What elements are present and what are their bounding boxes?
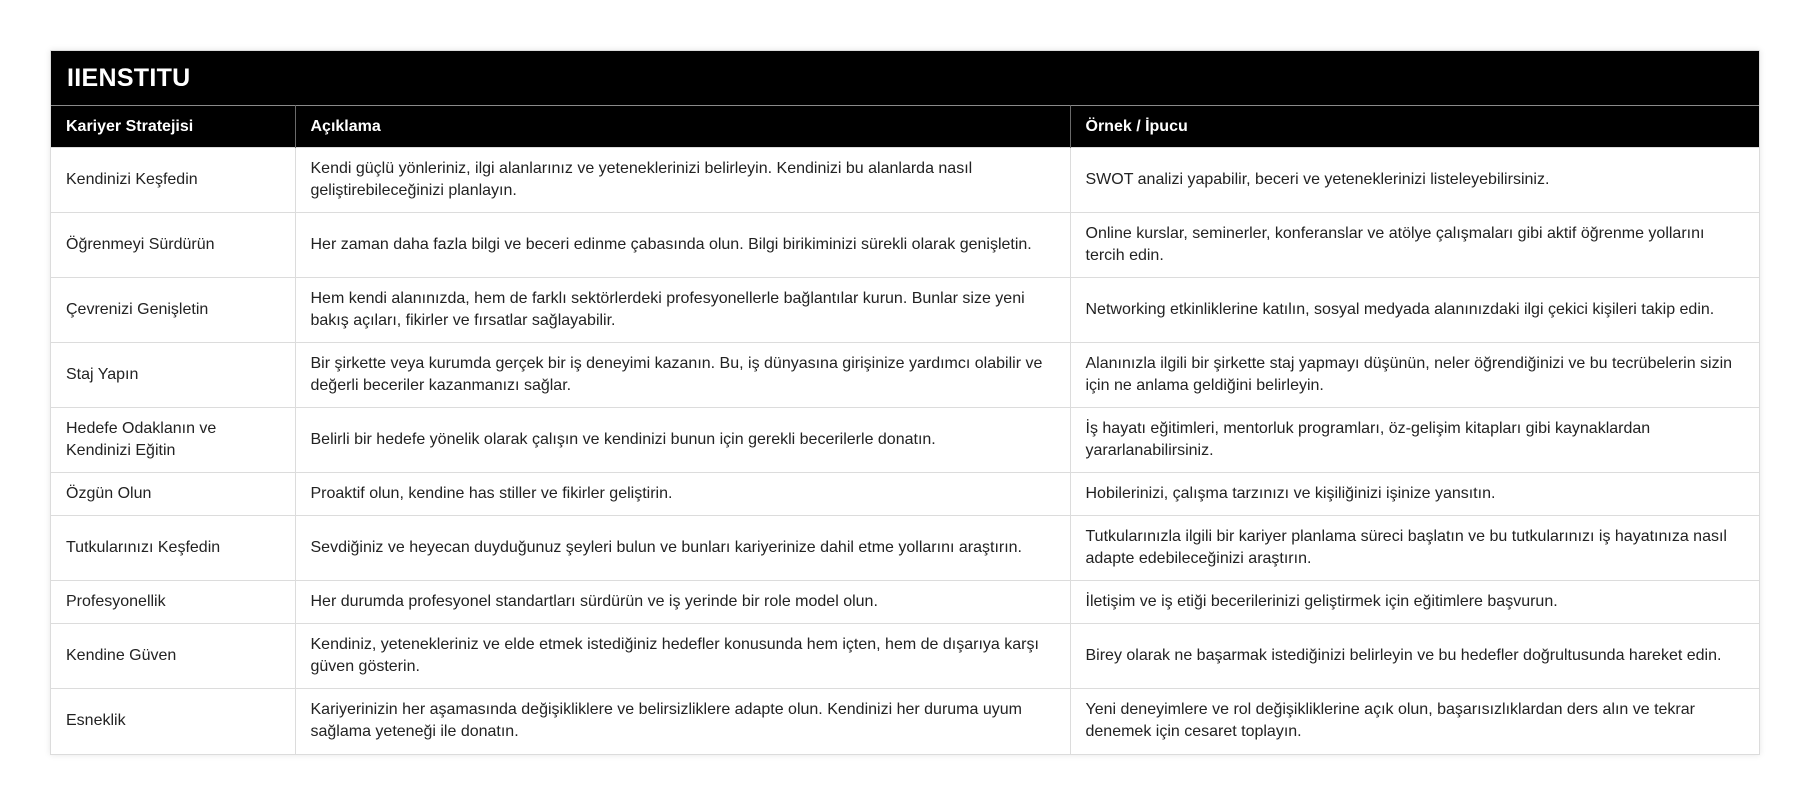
header-row	[51, 106, 1759, 148]
column-header-description: Açıklama	[295, 106, 1070, 148]
column-header-strategy: Kariyer Stratejisi	[51, 106, 295, 148]
career-strategies-table	[50, 50, 1760, 755]
table-row	[51, 213, 1759, 278]
strategy-cell: Özgün Olun	[51, 473, 295, 516]
tip-cell: Tutkularınızla ilgili bir kariyer planlama süreci başlatın ve bu tutkularınızı iş hayatınıza nasıl adapte edebileceğinizi araştırın.	[1070, 516, 1759, 581]
strategy-cell: Profesyonellik	[51, 581, 295, 624]
strategy-cell: Staj Yapın	[51, 343, 295, 408]
description-cell: Her zaman daha fazla bilgi ve beceri edinme çabasında olun. Bilgi birikiminizi sürekli olarak genişletin.	[295, 213, 1070, 278]
strategy-cell: Kendine Güven	[51, 624, 295, 689]
strategy-cell: Öğrenmeyi Sürdürün	[51, 213, 295, 278]
description-cell: Sevdiğiniz ve heyecan duyduğunuz şeyleri bulun ve bunları kariyerinize dahil etme yollarını araştırın.	[295, 516, 1070, 581]
column-header-tip: Örnek / İpucu	[1070, 106, 1759, 148]
table-row	[51, 581, 1759, 624]
table-row	[51, 516, 1759, 581]
tip-cell: İletişim ve iş etiği becerilerinizi geliştirmek için eğitimlere başvurun.	[1070, 581, 1759, 624]
tip-cell: Online kurslar, seminerler, konferanslar ve atölye çalışmaları gibi aktif öğrenme yollarını tercih edin.	[1070, 213, 1759, 278]
table-row	[51, 343, 1759, 408]
strategy-cell: Esneklik	[51, 689, 295, 754]
description-cell: Proaktif olun, kendine has stiller ve fikirler geliştirin.	[295, 473, 1070, 516]
strategy-cell: Hedefe Odaklanın ve Kendinizi Eğitin	[51, 408, 295, 473]
description-cell: Belirli bir hedefe yönelik olarak çalışın ve kendinizi bunun için gerekli becerilerle donatın.	[295, 408, 1070, 473]
table-row	[51, 278, 1759, 343]
table-row	[51, 689, 1759, 754]
tip-cell: SWOT analizi yapabilir, beceri ve yeteneklerinizi listeleyebilirsiniz.	[1070, 148, 1759, 213]
strategy-cell: Kendinizi Keşfedin	[51, 148, 295, 213]
description-cell: Hem kendi alanınızda, hem de farklı sektörlerdeki profesyonellerle bağlantılar kurun. Bunlar size yeni bakış açıları, fikirler ve fırsatlar sağlayabilir.	[295, 278, 1070, 343]
tip-cell: Yeni deneyimlere ve rol değişikliklerine açık olun, başarısızlıklardan ders alın ve tekrar denemek için cesaret toplayın.	[1070, 689, 1759, 754]
description-cell: Kendiniz, yetenekleriniz ve elde etmek istediğiniz hedefler konusunda hem içten, hem de dışarıya karşı güven gösterin.	[295, 624, 1070, 689]
strategy-cell: Çevrenizi Genişletin	[51, 278, 295, 343]
table-row	[51, 473, 1759, 516]
tip-cell: İş hayatı eğitimleri, mentorluk programları, öz-gelişim kitapları gibi kaynaklardan yararlanabilirsiniz.	[1070, 408, 1759, 473]
table-row	[51, 148, 1759, 213]
description-cell: Bir şirkette veya kurumda gerçek bir iş deneyimi kazanın. Bu, iş dünyasına girişinize yardımcı olabilir ve değerli beceriler kazanmanızı sağlar.	[295, 343, 1070, 408]
brand-title: IIENSTITU	[51, 51, 1759, 105]
description-cell: Kendi güçlü yönleriniz, ilgi alanlarınız ve yeteneklerinizi belirleyin. Kendinizi bu alanlarda nasıl geliştirebileceğinizi planlayın.	[295, 148, 1070, 213]
strategies-grid	[51, 105, 1759, 754]
table-row	[51, 624, 1759, 689]
description-cell: Kariyerinizin her aşamasında değişikliklere ve belirsizliklere adapte olun. Kendinizi her duruma uyum sağlama yeteneği ile donatın.	[295, 689, 1070, 754]
tip-cell: Hobilerinizi, çalışma tarzınızı ve kişiliğinizi işinize yansıtın.	[1070, 473, 1759, 516]
tip-cell: Birey olarak ne başarmak istediğinizi belirleyin ve bu hedefler doğrultusunda hareket edin.	[1070, 624, 1759, 689]
tip-cell: Networking etkinliklerine katılın, sosyal medyada alanınızdaki ilgi çekici kişileri takip edin.	[1070, 278, 1759, 343]
strategy-cell: Tutkularınızı Keşfedin	[51, 516, 295, 581]
table-row	[51, 408, 1759, 473]
tip-cell: Alanınızla ilgili bir şirkette staj yapmayı düşünün, neler öğrendiğinizi ve bu tecrübelerin sizin için ne anlama geldiğini belirleyin.	[1070, 343, 1759, 408]
description-cell: Her durumda profesyonel standartları sürdürün ve iş yerinde bir role model olun.	[295, 581, 1070, 624]
